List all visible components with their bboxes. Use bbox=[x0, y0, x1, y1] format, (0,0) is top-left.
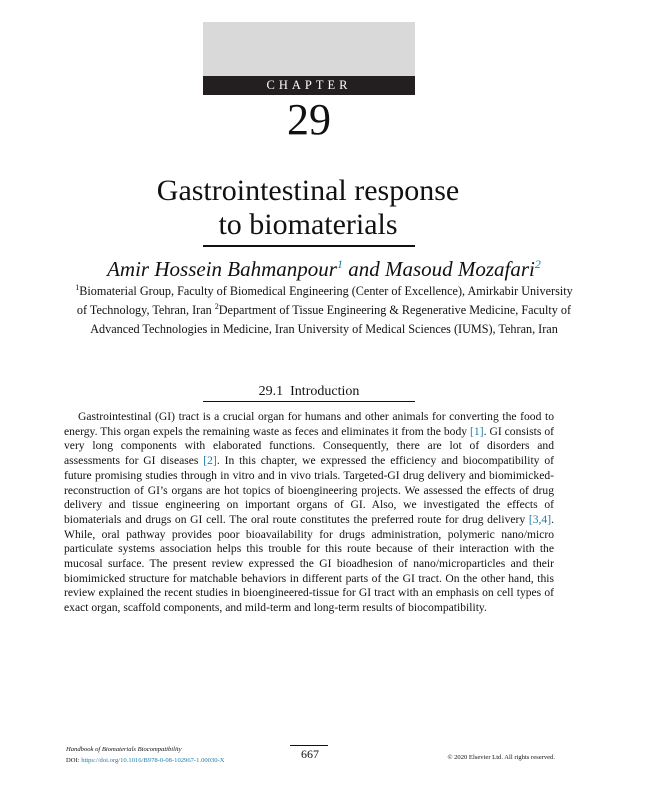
intro-text-1: Gastrointestinal (GI) tract is a crucial organ for humans and other animals for converting the food to energy. This organ expels the remaining waste as feces and eliminates it from the body bbox=[64, 410, 554, 438]
author-1[interactable]: Amir Hossein Bahmanpour bbox=[107, 257, 337, 281]
citation-link[interactable]: [3,4] bbox=[528, 512, 552, 526]
chapter-title bbox=[100, 174, 516, 242]
affiliation-2-marker: 2 bbox=[214, 301, 219, 311]
author-2-affiliation-marker[interactable]: 2 bbox=[534, 257, 541, 271]
intro-text-2: . GI consists of very long components with elaborated functions. Consequently, there are lot of disorders and assessments for GI diseases bbox=[64, 424, 555, 468]
author-list bbox=[40, 256, 608, 282]
author-2[interactable]: Masoud Mozafari bbox=[384, 257, 535, 281]
doi-label: DOI: bbox=[66, 757, 80, 764]
author-1-affiliation-marker[interactable]: 1 bbox=[336, 257, 343, 271]
section-heading bbox=[203, 383, 415, 401]
author-connector: and bbox=[348, 257, 380, 281]
affiliations bbox=[70, 282, 578, 339]
affiliation-2-text: Department of Tissue Engineering & Regenerative Medicine, Faculty of Advanced Technologies in Medicine, Iran University of Medical Sciences (IUMS), Tehran, Iran bbox=[90, 303, 572, 336]
doi-link[interactable]: https://doi.org/10.1016/B978-0-08-102967-1.00030-X bbox=[81, 757, 225, 764]
section-rule bbox=[203, 401, 415, 402]
chapter-title-line2: to biomaterials bbox=[218, 208, 398, 241]
intro-text-4: . While, oral pathway provides poor bioavailability for drugs administration, polymeric nano/micro particulate systems association helps this trouble for this route because of their interaction with the mucosal surface. The present review expressed the GI bioadhesion of nano/microparticles and their biomimicked structure for matchable behaviors in different parts of the GI tract. On the other hand, this review explained the recent studies in bioengineered-tissue for GI tract with an emphasis on cell types of exact organ, scaffold components, and mild-term and long-term results of biocompatibility. bbox=[64, 512, 554, 615]
citation-link[interactable]: [2] bbox=[203, 454, 217, 468]
page-number: 667 bbox=[301, 747, 319, 761]
section-number: 29.1 bbox=[258, 384, 284, 399]
affiliation-1-marker: 1 bbox=[75, 282, 80, 292]
citation-link[interactable]: [1] bbox=[470, 424, 484, 438]
chapter-number: 29 bbox=[287, 95, 331, 144]
title-rule bbox=[203, 245, 415, 247]
affiliation-1-text: Biomaterial Group, Faculty of Biomedical Engineering (Center of Excellence), Amirkabir University of Technology, Tehran, Iran bbox=[76, 284, 573, 317]
intro-text-3: . In this chapter, we expressed the efficiency and biocompatibility of future promising studies through in vitro and in vivo trials. Targeted-GI drug delivery and biomimicked-reconstruction of GI’s organs are hot topics of bioengineering projects. We assessed the effects of drug delivery and tissue engineering on important organs of GI. Also, we investigated the effects of biomaterials and drugs on GI cell. The oral route constitutes the preferred route for drug delivery bbox=[64, 454, 554, 526]
chapter-title-line1: Gastrointestinal response bbox=[156, 174, 460, 207]
copyright-notice: © 2020 Elsevier Ltd. All rights reserved. bbox=[447, 754, 555, 761]
book-title: Handbook of Biomaterials Biocompatibility bbox=[66, 746, 182, 753]
chapter-label: CHAPTER bbox=[203, 76, 415, 95]
intro-paragraph bbox=[64, 410, 554, 616]
section-title: Introduction bbox=[290, 384, 360, 399]
